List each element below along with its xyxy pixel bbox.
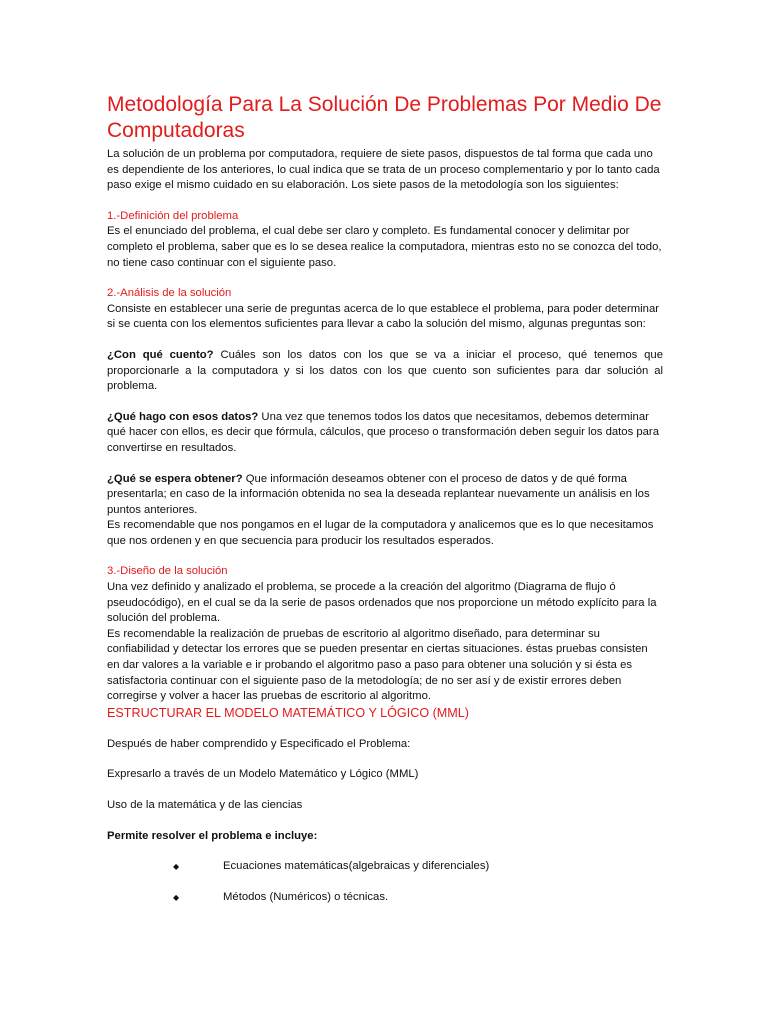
list-item-text: Métodos (Numéricos) o técnicas. [223, 890, 389, 903]
list-item-text: Ecuaciones matemáticas(algebraicas y diferenciales) [223, 860, 490, 873]
question-1-text: Cuáles son los datos con los que se va a iniciar el proceso, qué tenemos que proporcionarle a la computadora y si los datos con los que cuento son suficientes para dar solución al problema. [107, 348, 663, 393]
question-2 [107, 410, 663, 457]
section2-heading: 2.-Análisis de la solución [107, 287, 232, 300]
question-2-label: ¿Qué hago con esos datos? [107, 410, 259, 423]
document-title: Metodología Para La Solución De Problemas Por Medio De Computadoras [107, 93, 662, 142]
question-2-text: Una vez que tenemos todos los datos que necesitamos, debemos determinar qué hacer con ellos, es decir que fórmula, cálculos, que proceso o transformación deben seguir los datos para convertirse en resultados. [107, 410, 659, 454]
list-item [173, 859, 663, 875]
section3-heading: 3.-Diseño de la solución [107, 565, 228, 578]
mml-line-3: Uso de la matemática y de las ciencias [107, 799, 303, 811]
question-3-label: ¿Qué se espera obtener? [107, 472, 243, 485]
question-3 [107, 472, 663, 519]
list-item [173, 890, 663, 906]
mml-bullet-list [107, 859, 663, 905]
section1-heading: 1.-Definición del problema [107, 209, 239, 222]
mml-line-2: Expresarlo a través de un Modelo Matemático y Lógico (MML) [107, 768, 419, 781]
mml-line-4: Permite resolver el problema e incluye: [107, 829, 318, 842]
question-3-text: Que información deseamos obtener con el proceso de datos y de qué forma presentarla; en caso de la información obtenida no sea la deseada replantear nuevamente un análisis en los puntos anteriores. [107, 472, 650, 516]
section2-body: Consiste en establecer una serie de preguntas acerca de lo que establece el problema, para poder determinar si se cuenta con los elementos suficientes para llevar a cabo la solución del mismo, algunas preguntas son: [107, 302, 660, 331]
intro-paragraph: La solución de un problema por computadora, requiere de siete pasos, dispuestos de tal forma que cada uno es dependiente de los anteriores, lo cual indica que se trata de un proceso complementario y por lo tanto cada paso exige el mismo cuidado en su elaboración. Los siete pasos de la metodología son los siguientes: [107, 148, 660, 192]
diamond-bullet-icon: ◆ [173, 862, 180, 872]
document-page [107, 92, 663, 905]
section3-recommendation: Es recomendable la realización de pruebas de escritorio al algoritmo diseñado, para determinar su confiabilidad y detectar los errores que se pueden presentar en ciertas situaciones. éstas pruebas consisten en dar valores a la variable e ir probando el algoritmo paso a paso para obtener una solución y si ésta es satisfactoria continuar con el siguiente paso de la metodología; de no ser así y de existir errores deben corregirse y volver a hacer las pruebas de escritorio al algoritmo. [107, 627, 648, 703]
question-1 [107, 348, 663, 395]
section2-recommendation: Es recomendable que nos pongamos en el lugar de la computadora y analicemos que es lo que necesitamos que nos ordenen y en que secuencia para producir los resultados esperados. [107, 519, 654, 547]
mml-heading: ESTRUCTURAR EL MODELO MATEMÁTICO Y LÓGICO (MML) [107, 705, 469, 720]
diamond-bullet-icon: ◆ [173, 892, 180, 902]
mml-line-1: Después de haber comprendido y Especificado el Problema: [107, 737, 411, 750]
question-1-label: ¿Con qué cuento? [107, 348, 214, 361]
section1-body: Es el enunciado del problema, el cual debe ser claro y completo. Es fundamental conocer y delimitar por completo el problema, saber que es lo se desea realice la computadora, mientras esto no se conozca del todo, no tiene caso continuar con el siguiente paso. [107, 225, 662, 269]
section3-body: Una vez definido y analizado el problema, se procede a la creación del algoritmo (Diagrama de flujo ó pseudocódigo), en el cual se da la serie de pasos ordenados que nos proporcione un método explícito para la solución del problema. [107, 581, 657, 625]
